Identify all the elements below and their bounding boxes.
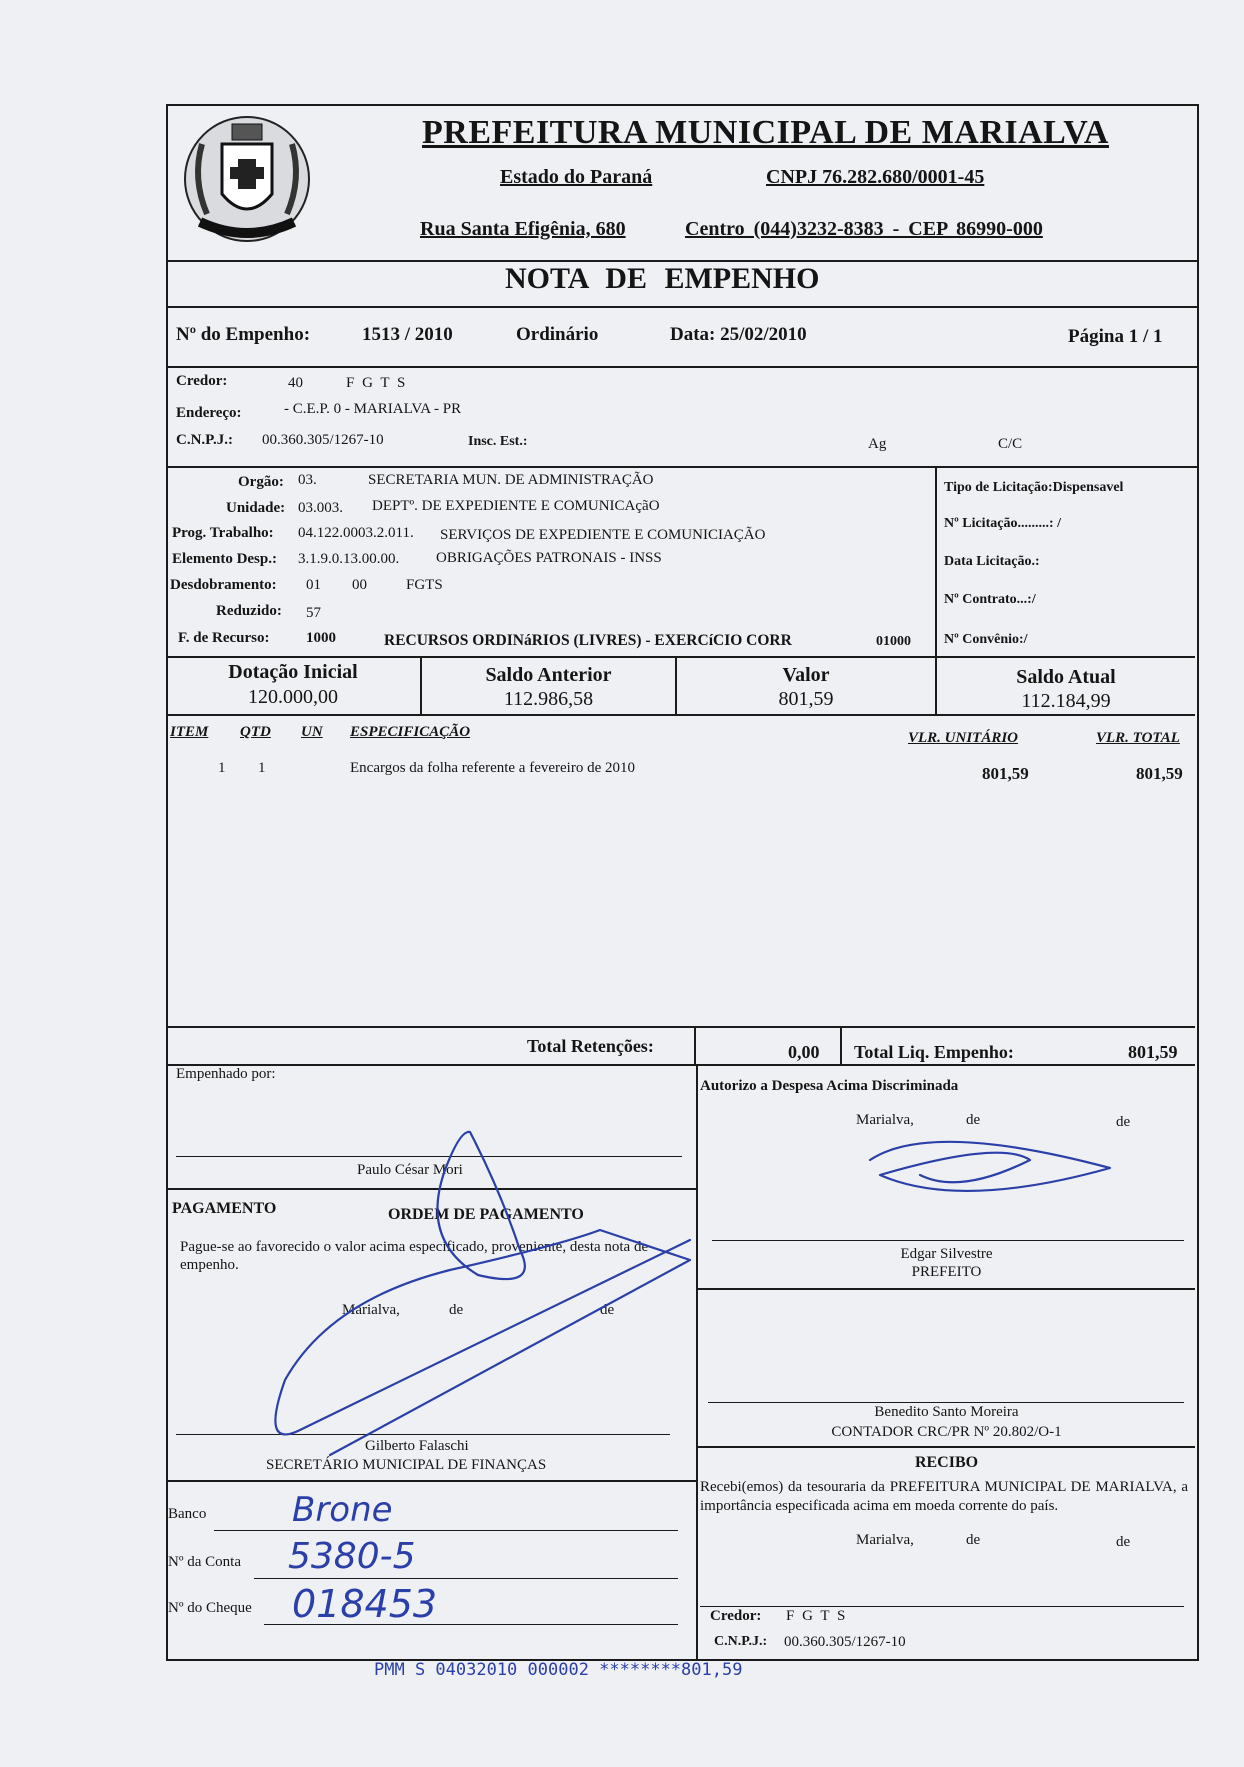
page-title: PREFEITURA MUNICIPAL DE MARIALVA	[422, 114, 1109, 151]
recibo-cnpj-label: C.N.P.J.:	[714, 1634, 768, 1649]
state-label: Estado do Paraná	[500, 166, 653, 188]
desdobramento-name: FGTS	[406, 577, 443, 593]
desdobramento-b: 00	[352, 577, 367, 593]
col-unit: VLR. UNITÁRIO	[908, 730, 1019, 746]
orgao-name: SECRETARIA MUN. DE ADMINISTRAÇÃO	[368, 472, 654, 488]
col-qtd: QTD	[240, 724, 271, 740]
left-de2: de	[600, 1302, 615, 1318]
right-de2: de	[1116, 1114, 1131, 1130]
saldo-anterior-label: Saldo Anterior	[485, 664, 612, 686]
recurso-code: 01000	[876, 634, 911, 649]
cc-label: C/C	[998, 436, 1023, 452]
convenio-numero: Nº Convênio:/	[944, 632, 1028, 647]
retencoes-value: 0,00	[788, 1042, 820, 1062]
row-qtd: 1	[258, 760, 266, 776]
signer2-title: SECRETÁRIO MUNICIPAL DE FINANÇAS	[266, 1457, 547, 1473]
cnpj-label: CNPJ 76.282.680/0001-45	[766, 166, 985, 188]
recurso-value: 1000	[306, 630, 336, 646]
right-marialva: Marialva,	[856, 1112, 914, 1128]
banco-label: Banco	[168, 1506, 207, 1522]
valor-value: 801,59	[778, 688, 834, 710]
credor-address: - C.E.P. 0 - MARIALVA - PR	[284, 401, 462, 417]
signature-prefeito	[870, 1142, 1110, 1191]
conta-field[interactable]: 5380-5	[288, 1536, 416, 1577]
credor-label: Credor:	[176, 373, 228, 389]
left-marialva: Marialva,	[342, 1302, 400, 1318]
liquido-value: 801,59	[1128, 1042, 1178, 1062]
liquido-label: Total Liq. Empenho:	[854, 1042, 1014, 1062]
right-de1: de	[966, 1112, 981, 1128]
recibo-marialva: Marialva,	[856, 1532, 914, 1548]
unidade-label: Unidade:	[226, 500, 286, 516]
credor-cnpj: 00.360.305/1267-10	[262, 432, 384, 448]
saldo-anterior-value: 112.986,58	[503, 688, 594, 710]
orgao-label: Orgão:	[238, 474, 284, 490]
credor-code: 40	[288, 375, 303, 391]
licitacao-data: Data Licitação.:	[944, 554, 1040, 569]
row-total: 801,59	[1136, 764, 1183, 783]
cheque-label: Nº do Cheque	[168, 1600, 252, 1616]
saldo-atual-value: 112.184,99	[1021, 690, 1111, 712]
recibo-text: Recebi(emos) da tesouraria da PREFEITURA MUNICIPAL DE MARIALVA, a importância especificada acima em moeda corrente do país.	[700, 1479, 1188, 1514]
retencoes-label: Total Retenções:	[527, 1036, 654, 1056]
empenhado-por-label: Empenhado por:	[176, 1066, 276, 1082]
signature-gilberto	[275, 1230, 690, 1455]
doc-title: NOTA DE EMPENHO	[505, 262, 820, 295]
ordem-title: ORDEM DE PAGAMENTO	[388, 1206, 584, 1223]
address-field-label: Endereço:	[176, 405, 242, 421]
recibo-de1: de	[966, 1532, 981, 1548]
empenho-number-label: Nº do Empenho:	[176, 324, 311, 345]
accountant-title: CONTADOR CRC/PR Nº 20.802/O-1	[831, 1424, 1062, 1440]
col-total: VLR. TOTAL	[1096, 730, 1180, 746]
accountant-name: Benedito Santo Moreira	[874, 1404, 1019, 1420]
empenho-date: Data: 25/02/2010	[670, 324, 807, 345]
pague-text: Pague-se ao favorecido o valor acima especificado, proveniente, desta nota de empenho.	[180, 1239, 649, 1273]
row-spec: Encargos da folha referente a fevereiro de 2010	[350, 760, 635, 776]
recibo-cnpj-value: 00.360.305/1267-10	[784, 1634, 906, 1650]
col-spec: ESPECIFICAÇÃO	[350, 724, 471, 740]
saldo-atual-label: Saldo Atual	[1016, 666, 1116, 688]
recurso-label: F. de Recurso:	[178, 630, 270, 646]
recibo-de2: de	[1116, 1534, 1131, 1550]
page-number: Página 1 / 1	[1068, 326, 1163, 347]
col-item: ITEM	[170, 724, 209, 740]
banco-field[interactable]: Brone	[292, 1490, 393, 1530]
recibo-title: RECIBO	[914, 1454, 979, 1471]
desdobramento-a: 01	[306, 577, 321, 593]
mayor-title: PREFEITO	[911, 1264, 982, 1280]
licitacao-tipo: Tipo de Licitação:Dispensavel	[944, 480, 1124, 495]
left-de1: de	[449, 1302, 464, 1318]
dotacao-value: 120.000,00	[248, 686, 338, 708]
row-unit: 801,59	[982, 764, 1029, 783]
credor-name: F G T S	[346, 375, 408, 391]
contrato-numero: Nº Contrato...:/	[944, 592, 1036, 607]
autorizo-text: Autorizo a Despesa Acima Discriminada	[700, 1078, 959, 1094]
cnpj-field-label: C.N.P.J.:	[176, 432, 233, 448]
col-un: UN	[301, 724, 323, 740]
reduzido-label: Reduzido:	[216, 603, 282, 619]
recibo-credor-label: Credor:	[710, 1608, 762, 1624]
pagamento-title: PAGAMENTO	[172, 1200, 277, 1217]
desdobramento-label: Desdobramento:	[170, 577, 277, 593]
address-label: Rua Santa Efigênia, 680	[420, 218, 626, 240]
unidade-name: DEPTº. DE EXPEDIENTE E COMUNICAçãO	[372, 498, 660, 514]
cheque-field[interactable]: 018453	[292, 1582, 438, 1626]
conta-label: Nº da Conta	[168, 1554, 241, 1570]
prog-value: 04.122.0003.2.011.	[298, 525, 414, 541]
row-item: 1	[218, 760, 226, 776]
licitacao-numero: Nº Licitação.........: /	[944, 516, 1061, 531]
insc-label: Insc. Est.:	[468, 434, 528, 449]
payment-stamp: PMM S 04032010 000002 ********801,59	[374, 1660, 743, 1680]
elemento-label: Elemento Desp.:	[172, 551, 277, 567]
elemento-value: 3.1.9.0.13.00.00.	[298, 551, 400, 567]
contact-label: Centro (044)3232-8383 - CEP 86990-000	[685, 218, 1043, 240]
signer1-name: Paulo César Mori	[357, 1162, 463, 1178]
recurso-name: RECURSOS ORDINáRIOS (LIVRES) - EXERCíCIO CORR	[384, 632, 792, 649]
valor-label: Valor	[782, 664, 830, 686]
empenho-type: Ordinário	[516, 324, 599, 345]
prog-label: Prog. Trabalho:	[172, 525, 274, 541]
reduzido-value: 57	[306, 605, 321, 621]
empenho-number: 1513 / 2010	[362, 324, 453, 345]
recibo-credor-value: F G T S	[786, 1608, 848, 1624]
orgao-code: 03.	[298, 472, 317, 488]
dotacao-label: Dotação Inicial	[228, 661, 358, 683]
unidade-code: 03.003.	[298, 500, 343, 516]
signer2-name: Gilberto Falaschi	[365, 1438, 469, 1454]
ag-label: Ag	[868, 436, 887, 452]
mayor-name: Edgar Silvestre	[900, 1246, 993, 1262]
elemento-name: OBRIGAÇÕES PATRONAIS - INSS	[436, 550, 662, 566]
signature-paulo	[437, 1132, 524, 1279]
prog-name: SERVIÇOS DE EXPEDIENTE E COMUNICIAÇÃO	[440, 527, 766, 543]
